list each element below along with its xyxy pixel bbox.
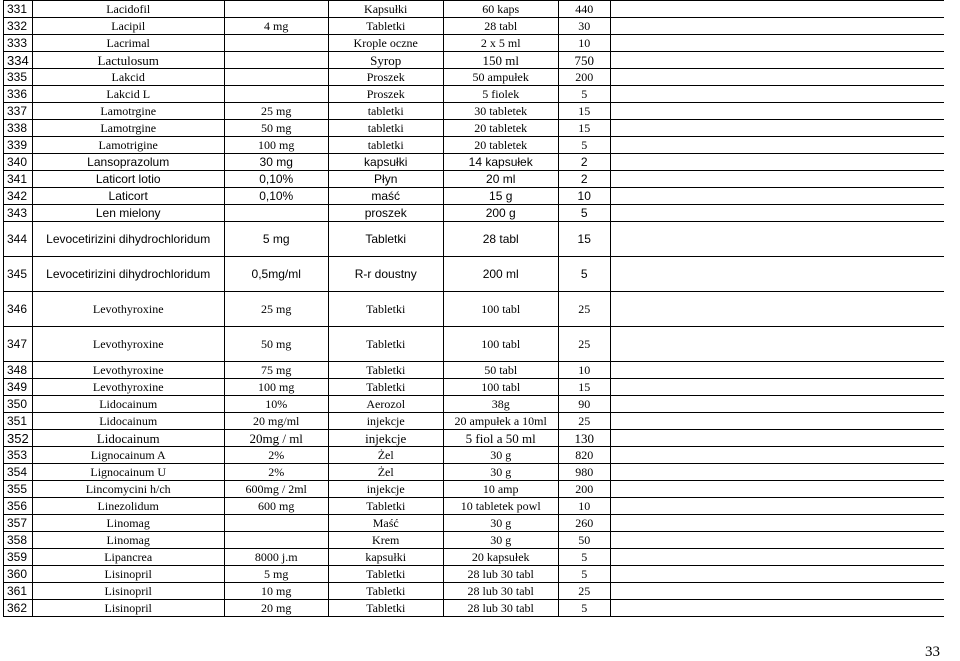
empty-cell xyxy=(610,430,944,447)
table-row xyxy=(4,464,944,481)
row-number: 347 xyxy=(4,327,33,362)
empty-cell xyxy=(610,222,944,257)
drug-form: injekcje xyxy=(328,481,443,498)
drug-form: injekcje xyxy=(328,413,443,430)
drug-quantity: 200 xyxy=(558,69,610,86)
drug-quantity: 15 xyxy=(558,379,610,396)
drug-package: 20 ampułek a 10ml xyxy=(443,413,558,430)
empty-cell xyxy=(610,447,944,464)
row-number: 350 xyxy=(4,396,33,413)
empty-cell xyxy=(610,154,944,171)
drug-table xyxy=(3,0,944,617)
row-number: 341 xyxy=(4,171,33,188)
table-row xyxy=(4,481,944,498)
table-row xyxy=(4,188,944,205)
table-row xyxy=(4,69,944,86)
drug-form: Tabletki xyxy=(328,566,443,583)
row-number: 353 xyxy=(4,447,33,464)
drug-quantity: 25 xyxy=(558,583,610,600)
drug-name: Lisinopril xyxy=(32,566,224,583)
empty-cell xyxy=(610,549,944,566)
empty-cell xyxy=(610,515,944,532)
drug-form: Syrop xyxy=(328,52,443,69)
empty-cell xyxy=(610,532,944,549)
drug-quantity: 2 xyxy=(558,171,610,188)
row-number: 337 xyxy=(4,103,33,120)
drug-dose xyxy=(224,35,328,52)
drug-dose: 10 mg xyxy=(224,583,328,600)
drug-form: proszek xyxy=(328,205,443,222)
drug-name: Lacrimal xyxy=(32,35,224,52)
drug-quantity: 5 xyxy=(558,86,610,103)
drug-quantity: 10 xyxy=(558,35,610,52)
drug-package: 50 tabl xyxy=(443,362,558,379)
drug-package: 5 fiolek xyxy=(443,86,558,103)
row-number: 357 xyxy=(4,515,33,532)
table-row xyxy=(4,171,944,188)
table-row xyxy=(4,222,944,257)
drug-form: Tabletki xyxy=(328,362,443,379)
empty-cell xyxy=(610,35,944,52)
drug-name: Laticort xyxy=(32,188,224,205)
drug-form: Tabletki xyxy=(328,327,443,362)
drug-form: tabletki xyxy=(328,103,443,120)
drug-form: Maść xyxy=(328,515,443,532)
drug-form: Tabletki xyxy=(328,583,443,600)
drug-dose: 25 mg xyxy=(224,103,328,120)
drug-name: Lignocainum U xyxy=(32,464,224,481)
drug-package: 38g xyxy=(443,396,558,413)
empty-cell xyxy=(610,396,944,413)
drug-quantity: 5 xyxy=(558,137,610,154)
drug-dose: 0,10% xyxy=(224,188,328,205)
drug-package: 15 g xyxy=(443,188,558,205)
table-row xyxy=(4,498,944,515)
row-number: 359 xyxy=(4,549,33,566)
drug-name: Levocetirizini dihydrochloridum xyxy=(32,257,224,292)
drug-name: Lamotrgine xyxy=(32,103,224,120)
drug-dose: 8000 j.m xyxy=(224,549,328,566)
row-number: 356 xyxy=(4,498,33,515)
drug-quantity: 10 xyxy=(558,498,610,515)
drug-dose: 2% xyxy=(224,447,328,464)
drug-quantity: 5 xyxy=(558,549,610,566)
drug-quantity: 15 xyxy=(558,222,610,257)
drug-dose: 600mg / 2ml xyxy=(224,481,328,498)
drug-form: Krem xyxy=(328,532,443,549)
row-number: 345 xyxy=(4,257,33,292)
drug-quantity: 15 xyxy=(558,120,610,137)
drug-package: 30 tabletek xyxy=(443,103,558,120)
drug-package: 20 kapsułek xyxy=(443,549,558,566)
drug-quantity: 2 xyxy=(558,154,610,171)
drug-quantity: 980 xyxy=(558,464,610,481)
drug-quantity: 25 xyxy=(558,413,610,430)
drug-name: Levothyroxine xyxy=(32,327,224,362)
row-number: 342 xyxy=(4,188,33,205)
drug-form: Żel xyxy=(328,464,443,481)
drug-name: Lansoprazolum xyxy=(32,154,224,171)
drug-dose: 100 mg xyxy=(224,379,328,396)
row-number: 352 xyxy=(4,430,33,447)
drug-package: 30 g xyxy=(443,464,558,481)
drug-quantity: 440 xyxy=(558,1,610,18)
drug-name: Linomag xyxy=(32,515,224,532)
row-number: 361 xyxy=(4,583,33,600)
drug-quantity: 5 xyxy=(558,257,610,292)
drug-package: 100 tabl xyxy=(443,327,558,362)
drug-quantity: 25 xyxy=(558,292,610,327)
drug-dose: 600 mg xyxy=(224,498,328,515)
row-number: 343 xyxy=(4,205,33,222)
drug-quantity: 15 xyxy=(558,103,610,120)
drug-package: 20 ml xyxy=(443,171,558,188)
drug-dose: 0,10% xyxy=(224,171,328,188)
row-number: 340 xyxy=(4,154,33,171)
drug-form: kapsułki xyxy=(328,549,443,566)
row-number: 333 xyxy=(4,35,33,52)
drug-dose: 0,5mg/ml xyxy=(224,257,328,292)
drug-package: 28 tabl xyxy=(443,18,558,35)
drug-package: 20 tabletek xyxy=(443,137,558,154)
drug-quantity: 750 xyxy=(558,52,610,69)
row-number: 355 xyxy=(4,481,33,498)
drug-form: Proszek xyxy=(328,69,443,86)
drug-quantity: 5 xyxy=(558,600,610,617)
drug-package: 5 fiol a 50 ml xyxy=(443,430,558,447)
empty-cell xyxy=(610,292,944,327)
drug-name: Levothyroxine xyxy=(32,362,224,379)
empty-cell xyxy=(610,120,944,137)
table-row xyxy=(4,18,944,35)
drug-dose: 4 mg xyxy=(224,18,328,35)
drug-name: Lactulosum xyxy=(32,52,224,69)
row-number: 335 xyxy=(4,69,33,86)
drug-name: Lipancrea xyxy=(32,549,224,566)
drug-dose: 5 mg xyxy=(224,566,328,583)
empty-cell xyxy=(610,69,944,86)
drug-form: Krople oczne xyxy=(328,35,443,52)
drug-package: 150 ml xyxy=(443,52,558,69)
empty-cell xyxy=(610,103,944,120)
empty-cell xyxy=(610,257,944,292)
drug-name: Laticort lotio xyxy=(32,171,224,188)
table-row xyxy=(4,515,944,532)
drug-form: maść xyxy=(328,188,443,205)
drug-name: Levothyroxine xyxy=(32,292,224,327)
drug-package: 20 tabletek xyxy=(443,120,558,137)
drug-package: 200 ml xyxy=(443,257,558,292)
row-number: 354 xyxy=(4,464,33,481)
drug-form: tabletki xyxy=(328,120,443,137)
table-row xyxy=(4,1,944,18)
drug-quantity: 10 xyxy=(558,188,610,205)
row-number: 331 xyxy=(4,1,33,18)
table-row xyxy=(4,532,944,549)
row-number: 351 xyxy=(4,413,33,430)
drug-form: Żel xyxy=(328,447,443,464)
drug-package: 14 kapsułek xyxy=(443,154,558,171)
drug-name: Levocetirizini dihydrochloridum xyxy=(32,222,224,257)
row-number: 362 xyxy=(4,600,33,617)
drug-form: R-r doustny xyxy=(328,257,443,292)
table-row xyxy=(4,549,944,566)
drug-name: Lidocainum xyxy=(32,413,224,430)
drug-package: 50 ampułek xyxy=(443,69,558,86)
drug-name: Lidocainum xyxy=(32,430,224,447)
drug-package: 10 amp xyxy=(443,481,558,498)
drug-package: 2 x 5 ml xyxy=(443,35,558,52)
drug-form: injekcje xyxy=(328,430,443,447)
drug-package: 28 tabl xyxy=(443,222,558,257)
drug-dose: 20 mg/ml xyxy=(224,413,328,430)
drug-form: tabletki xyxy=(328,137,443,154)
drug-package: 100 tabl xyxy=(443,379,558,396)
drug-name: Linomag xyxy=(32,532,224,549)
row-number: 336 xyxy=(4,86,33,103)
drug-table-body xyxy=(4,1,944,617)
table-row xyxy=(4,35,944,52)
table-row xyxy=(4,292,944,327)
row-number: 332 xyxy=(4,18,33,35)
table-row xyxy=(4,52,944,69)
table-row xyxy=(4,154,944,171)
empty-cell xyxy=(610,498,944,515)
table-row xyxy=(4,396,944,413)
empty-cell xyxy=(610,379,944,396)
row-number: 339 xyxy=(4,137,33,154)
drug-name: Len mielony xyxy=(32,205,224,222)
drug-dose: 50 mg xyxy=(224,120,328,137)
table-row xyxy=(4,413,944,430)
table-row xyxy=(4,86,944,103)
drug-dose xyxy=(224,1,328,18)
empty-cell xyxy=(610,600,944,617)
drug-quantity: 50 xyxy=(558,532,610,549)
drug-name: Linezolidum xyxy=(32,498,224,515)
empty-cell xyxy=(610,413,944,430)
drug-dose: 25 mg xyxy=(224,292,328,327)
drug-form: Tabletki xyxy=(328,600,443,617)
drug-quantity: 260 xyxy=(558,515,610,532)
empty-cell xyxy=(610,464,944,481)
drug-dose: 10% xyxy=(224,396,328,413)
drug-name: Lacipil xyxy=(32,18,224,35)
drug-dose xyxy=(224,86,328,103)
drug-form: kapsułki xyxy=(328,154,443,171)
row-number: 348 xyxy=(4,362,33,379)
empty-cell xyxy=(610,566,944,583)
table-row xyxy=(4,583,944,600)
table-row xyxy=(4,379,944,396)
drug-package: 28 lub 30 tabl xyxy=(443,566,558,583)
drug-quantity: 10 xyxy=(558,362,610,379)
row-number: 346 xyxy=(4,292,33,327)
drug-dose: 2% xyxy=(224,464,328,481)
drug-quantity: 200 xyxy=(558,481,610,498)
drug-package: 60 kaps xyxy=(443,1,558,18)
empty-cell xyxy=(610,205,944,222)
empty-cell xyxy=(610,362,944,379)
empty-cell xyxy=(610,188,944,205)
drug-form: Proszek xyxy=(328,86,443,103)
drug-dose: 50 mg xyxy=(224,327,328,362)
drug-name: Lidocainum xyxy=(32,396,224,413)
row-number: 344 xyxy=(4,222,33,257)
drug-form: Tabletki xyxy=(328,18,443,35)
drug-form: Tabletki xyxy=(328,292,443,327)
drug-dose xyxy=(224,52,328,69)
drug-name: Lignocainum A xyxy=(32,447,224,464)
empty-cell xyxy=(610,52,944,69)
drug-quantity: 5 xyxy=(558,205,610,222)
drug-form: Płyn xyxy=(328,171,443,188)
row-number: 358 xyxy=(4,532,33,549)
drug-package: 30 g xyxy=(443,515,558,532)
drug-name: Lamotrigine xyxy=(32,137,224,154)
empty-cell xyxy=(610,583,944,600)
drug-quantity: 90 xyxy=(558,396,610,413)
drug-form: Tabletki xyxy=(328,222,443,257)
drug-package: 100 tabl xyxy=(443,292,558,327)
drug-package: 10 tabletek powl xyxy=(443,498,558,515)
drug-dose: 20mg / ml xyxy=(224,430,328,447)
drug-package: 30 g xyxy=(443,532,558,549)
row-number: 338 xyxy=(4,120,33,137)
drug-quantity: 820 xyxy=(558,447,610,464)
drug-name: Lisinopril xyxy=(32,600,224,617)
drug-dose xyxy=(224,205,328,222)
drug-package: 200 g xyxy=(443,205,558,222)
table-row xyxy=(4,103,944,120)
drug-dose xyxy=(224,515,328,532)
drug-dose xyxy=(224,532,328,549)
empty-cell xyxy=(610,18,944,35)
drug-dose: 100 mg xyxy=(224,137,328,154)
drug-name: Lacidofil xyxy=(32,1,224,18)
row-number: 334 xyxy=(4,52,33,69)
drug-quantity: 25 xyxy=(558,327,610,362)
drug-quantity: 5 xyxy=(558,566,610,583)
drug-form: Kapsułki xyxy=(328,1,443,18)
drug-dose: 30 mg xyxy=(224,154,328,171)
drug-package: 28 lub 30 tabl xyxy=(443,583,558,600)
table-row xyxy=(4,205,944,222)
drug-name: Lincomycini h/ch xyxy=(32,481,224,498)
drug-form: Tabletki xyxy=(328,498,443,515)
drug-dose: 20 mg xyxy=(224,600,328,617)
drug-name: Lisinopril xyxy=(32,583,224,600)
empty-cell xyxy=(610,481,944,498)
page-number: 33 xyxy=(925,644,940,660)
empty-cell xyxy=(610,86,944,103)
drug-package: 30 g xyxy=(443,447,558,464)
drug-dose: 5 mg xyxy=(224,222,328,257)
drug-name: Lamotrgine xyxy=(32,120,224,137)
empty-cell xyxy=(610,327,944,362)
table-row xyxy=(4,120,944,137)
table-row xyxy=(4,362,944,379)
row-number: 349 xyxy=(4,379,33,396)
drug-name: Levothyroxine xyxy=(32,379,224,396)
table-row xyxy=(4,257,944,292)
drug-name: Lakcid xyxy=(32,69,224,86)
drug-quantity: 30 xyxy=(558,18,610,35)
empty-cell xyxy=(610,1,944,18)
drug-package: 28 lub 30 tabl xyxy=(443,600,558,617)
row-number: 360 xyxy=(4,566,33,583)
drug-form: Aerozol xyxy=(328,396,443,413)
table-row xyxy=(4,600,944,617)
drug-form: Tabletki xyxy=(328,379,443,396)
table-row xyxy=(4,447,944,464)
empty-cell xyxy=(610,137,944,154)
drug-dose xyxy=(224,69,328,86)
drug-dose: 75 mg xyxy=(224,362,328,379)
empty-cell xyxy=(610,171,944,188)
table-row xyxy=(4,566,944,583)
table-row xyxy=(4,137,944,154)
table-row xyxy=(4,430,944,447)
drug-name: Lakcid L xyxy=(32,86,224,103)
table-row xyxy=(4,327,944,362)
drug-quantity: 130 xyxy=(558,430,610,447)
